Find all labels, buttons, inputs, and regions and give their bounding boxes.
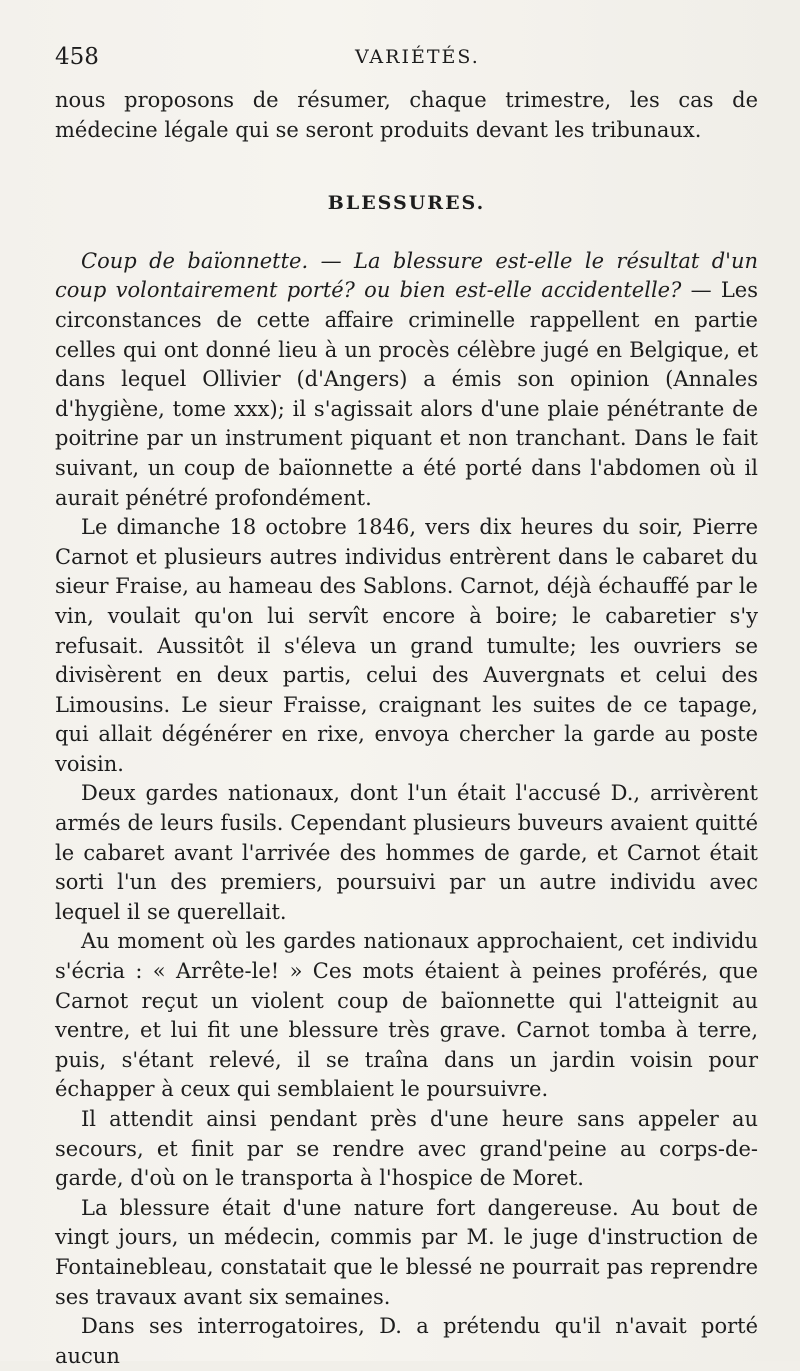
body-text (55, 86, 758, 1371)
lead-paragraph (55, 247, 758, 513)
section-heading: BLESSURES. (327, 192, 486, 215)
lead-text: — Les circonstances de cette affaire criminelle rappellent en partie celles qui ont donné lieu à un procès célèbre jugé en Belgique, et dans lequel Ollivier (d'Angers) a émis son opinion (Annales d'hygiène, tome xxx); il s'agissait alors d'une plaie pénétrante de poitrine par un instrument piquant et non tranchant. Dans le fait suivant, un coup de baïonnette a été porté dans l'abdomen où il aurait pénétré profondément. (55, 278, 758, 510)
paragraph: Il attendit ainsi pendant près d'une heure sans appeler au secours, et finit par se rendre avec grand'peine au corps-de-garde, d'où on le transporta à l'hospice de Moret. (55, 1107, 758, 1191)
continuation-paragraph: nous proposons de résumer, chaque trimestre, les cas de médecine légale qui se seront produits devant les tribunaux. (55, 88, 758, 142)
paragraph: Au moment où les gardes nationaux approchaient, cet individu s'écria : « Arrête-le! » Ces mots étaient à peines proférés, que Carnot reçut un violent coup de baïonnette qui l'atteignit au ventre, et lui fit une blessure très grave. Carnot tomba à terre, puis, s'étant relevé, il se traîna dans un jardin voisin pour échapper à ceux qui semblaient le poursuivre. (55, 929, 758, 1102)
section-spacer (55, 145, 758, 189)
paragraph: Dans ses interrogatoires, D. a prétendu qu'il n'avait porté aucun (55, 1314, 758, 1368)
paragraph: Le dimanche 18 octobre 1846, vers dix heures du soir, Pierre Carnot et plusieurs autres individus entrèrent dans le cabaret du sieur Fraise, au hameau des Sablons. Carnot, déjà échauffé par le vin, voulait qu'on lui servît encore à boire; le cabaretier s'y refusait. Aussitôt il s'éleva un grand tumulte; les ouvriers se divisèrent en deux partis, celui des Auvergnats et celui des Limousins. Le sieur Fraisse, craignant les suites de ce tapage, qui allait dégénérer en rixe, envoya chercher la garde au poste voisin. (55, 515, 758, 776)
running-title: VARIÉTÉS. (355, 46, 480, 68)
page-number: 458 (55, 44, 99, 70)
page-header (55, 44, 760, 74)
lead-title: Coup de baïonnette. — La blessure est-elle le résultat d'un coup volontairement porté? ou bien est-elle accidentelle? (55, 248, 758, 303)
paragraph: Deux gardes nationaux, dont l'un était l'accusé D., arrivèrent armés de leurs fusils. Cependant plusieurs buveurs avaient quitté le cabaret avant l'arrivée des hommes de garde, et Carnot était sorti l'un des premiers, poursuivi par un autre individu avec lequel il se querellait. (55, 781, 758, 924)
paragraph: La blessure était d'une nature fort dangereuse. Au bout de vingt jours, un médecin, commis par M. le juge d'instruction de Fontainebleau, constatait que le blessé ne pourrait pas reprendre ses travaux avant six semaines. (55, 1195, 758, 1309)
